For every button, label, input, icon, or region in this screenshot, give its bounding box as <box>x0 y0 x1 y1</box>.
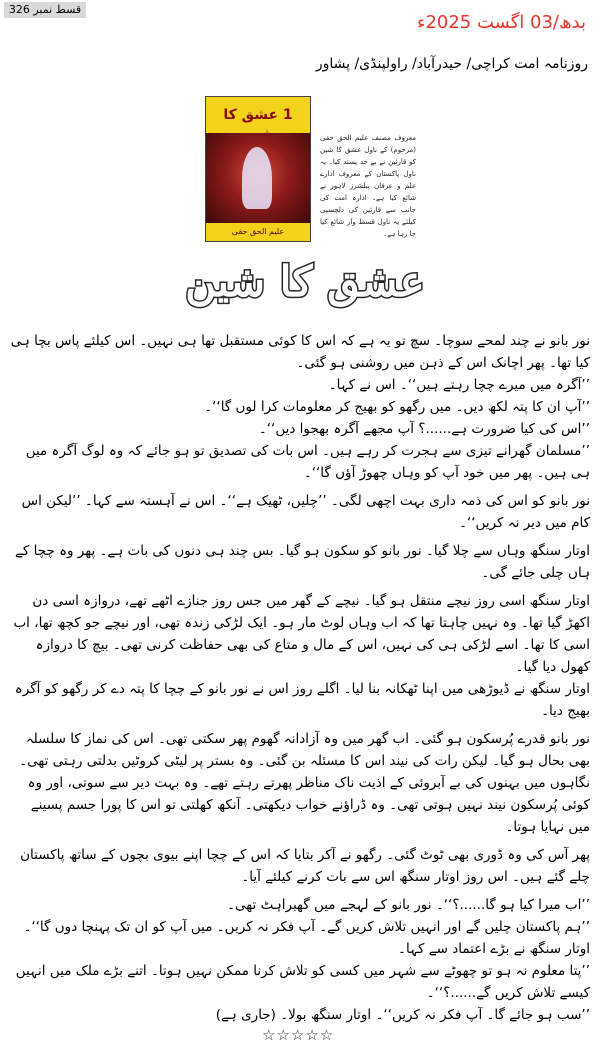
paragraph: ’’سب ہو جائے گا۔ آپ فکر نہ کریں‘‘۔ اوتار سنگھ بولا۔ (جاری ہے) <box>215 1007 590 1023</box>
end-stars: ☆☆☆☆☆ <box>262 1026 335 1044</box>
newspaper-source: روزنامہ امت کراچی/ حیدرآباد/ راولپنڈی/ پشاور <box>315 56 588 72</box>
paragraph: ’’اس کی کیا ضرورت ہے......؟ آپ مجھے آگرہ بھجوا دیں‘‘۔ <box>258 421 590 437</box>
paragraph: نور بانو کو اس کی ذمہ داری بہت اچھی لگی۔ ’’چلیں، ٹھیک ہے‘‘۔ اس نے آہستہ سے کہا۔ ’’لیکن اس کام میں دیر نہ کریں‘‘۔ <box>21 493 590 531</box>
paragraph: اوتار سنگھ وہاں سے چلا گیا۔ نور بانو کو سکون ہو گیا۔ بس چند ہی دنوں کی بات ہے۔ پھر وہ چچا کے ہاں چلی جائے گی۔ <box>14 543 590 581</box>
novel-title-logo <box>185 244 425 318</box>
paragraph: اوتار سنگھ اسی روز نیچے منتقل ہو گیا۔ نیچے کے گھر میں جس روز جنازے اٹھے تھے، دروازہ اسی دن اکھڑ گیا تھا۔ وہ نہیں چاہتا تھا کہ اب وہاں لوٹ مار ہو۔ ایک لڑکی زندہ تھی، اور نیچے جو کچھ تھا، اب اسی کا تھا۔ اسے لڑکی ہی کی نہیں، اس کے مال و متاع کی بھی حفاظت کرنی تھی۔ بیچ کا دروازہ کھول دیا گیا۔ <box>13 593 590 675</box>
episode-number: قسط نمبر 326 <box>4 2 86 18</box>
paragraph: ’’آگرہ میں میرے چچا رہتے ہیں‘‘۔ اس نے کہا۔ <box>328 377 590 393</box>
paragraph: ’’ہم پاکستان چلیں گے اور انہیں تلاش کریں گے۔ آپ فکر نہ کریں۔ میں آپ کو ان تک پہنچا دوں گا‘‘۔ اوتار سنگھ نے بڑے اعتماد سے کہا۔ <box>23 919 590 957</box>
paragraph: ’’آپ ان کا پتہ لکھ دیں۔ میں رگھو کو بھیج کر معلومات کرا لوں گا‘‘۔ <box>204 399 590 415</box>
paragraph: ’’پتا معلوم نہ ہو تو چھوٹے سے شہر میں کسی کو تلاش کرنا ممکن نہیں ہوتا۔ اتنے بڑے ملک میں انہیں کیسے تلاش کریں گے......؟‘‘۔ <box>15 963 590 1001</box>
cover-author: علیم الحق حقی <box>206 223 310 241</box>
cover-title-band <box>206 97 310 133</box>
cover-number: 1 <box>282 107 293 123</box>
paragraph: ’’مسلمان گھرانے تیزی سے ہجرت کر رہے ہیں۔ اس بات کی تصدیق تو ہو جائے کہ وہ لوگ آگرہ میں ہی ہیں۔ پھر میں خود آپ کو وہاں چھوڑ آؤں گا‘‘۔ <box>25 443 590 481</box>
title-logo-graphic <box>185 244 425 318</box>
paragraph: ’’اب میرا کیا ہو گا......؟‘‘۔ نور بانو کے لہجے میں گھبراہٹ تھی۔ <box>227 897 590 913</box>
title-logo-text: عشق کا شین <box>185 257 425 306</box>
paragraph: نور بانو قدرے پُرسکون ہو گئی۔ اب گھر میں وہ آزادانہ گھوم پھر سکتی تھی۔ اس کی نماز کا سلسلہ بھی بحال ہو گیا۔ لیکن رات کی نیند اس کا مسئلہ بن گئی۔ وہ بستر پر لیٹی کروٹیں بدلتی رہتی تھی۔ نگاہوں میں بہنوں کی بے آبروئی کے اذیت ناک مناظر پھرتے رہتے تھے۔ وہ بہت دیر سے سوتی، اور وہ کوئی پُرسکون نیند نہیں ہوتی تھی۔ وہ ڈراؤنے خواب دیکھتی۔ آنکھ کھلتی تو اس کا پورا جسم پسینے میں نہایا ہوتا۔ <box>19 731 590 835</box>
cover-title: عشق کا <box>223 107 279 123</box>
dervish-figure <box>242 147 272 209</box>
book-cover <box>205 96 311 242</box>
novel-intro-blurb: معروف مصنف علیم الحق حقی (مرحوم) کے ناول عشق کا شین کو قارئین نے بے حد پسند کیا۔ یہ ناول پاکستان کے معروف ادارے علم و عرفان پبلشرز لاہور نے شائع کیا ہے۔ ادارہ امت کی جانب سے قارئین کی دلچسپی کیلئے یہ ناول قسط وار شائع کیا جا رہا ہے۔ <box>320 134 416 238</box>
issue-date: بدھ/03 اگست 2025ء <box>416 12 586 33</box>
paragraph: اوتار سنگھ نے ڈیوڑھی میں اپنا ٹھکانہ بنا لیا۔ اگلے روز اس نے نور بانو کے چچا کا پتہ دے کر رگھو کو آگرہ بھیج دیا۔ <box>14 681 590 719</box>
paragraph: پھر آس کی وہ ڈوری بھی ٹوٹ گئی۔ رگھو نے آکر بتایا کہ اس کے چچا اپنے بیوی بچوں کے ساتھ پاکستان چلے گئے ہیں۔ اس روز اوتار سنگھ اس سے بات کرنے کیلئے آیا۔ <box>20 847 590 885</box>
paragraph: نور بانو نے چند لمحے سوچا۔ سچ تو یہ ہے کہ اس کا کوئی مستقبل تھا ہی نہیں۔ اس کیلئے پاس بچا ہی کیا تھا۔ پھر اچانک اس کے ذہن میں روشنی ہو گئی۔ <box>10 333 590 371</box>
story-body <box>10 330 590 1026</box>
cover-artwork <box>206 133 310 223</box>
